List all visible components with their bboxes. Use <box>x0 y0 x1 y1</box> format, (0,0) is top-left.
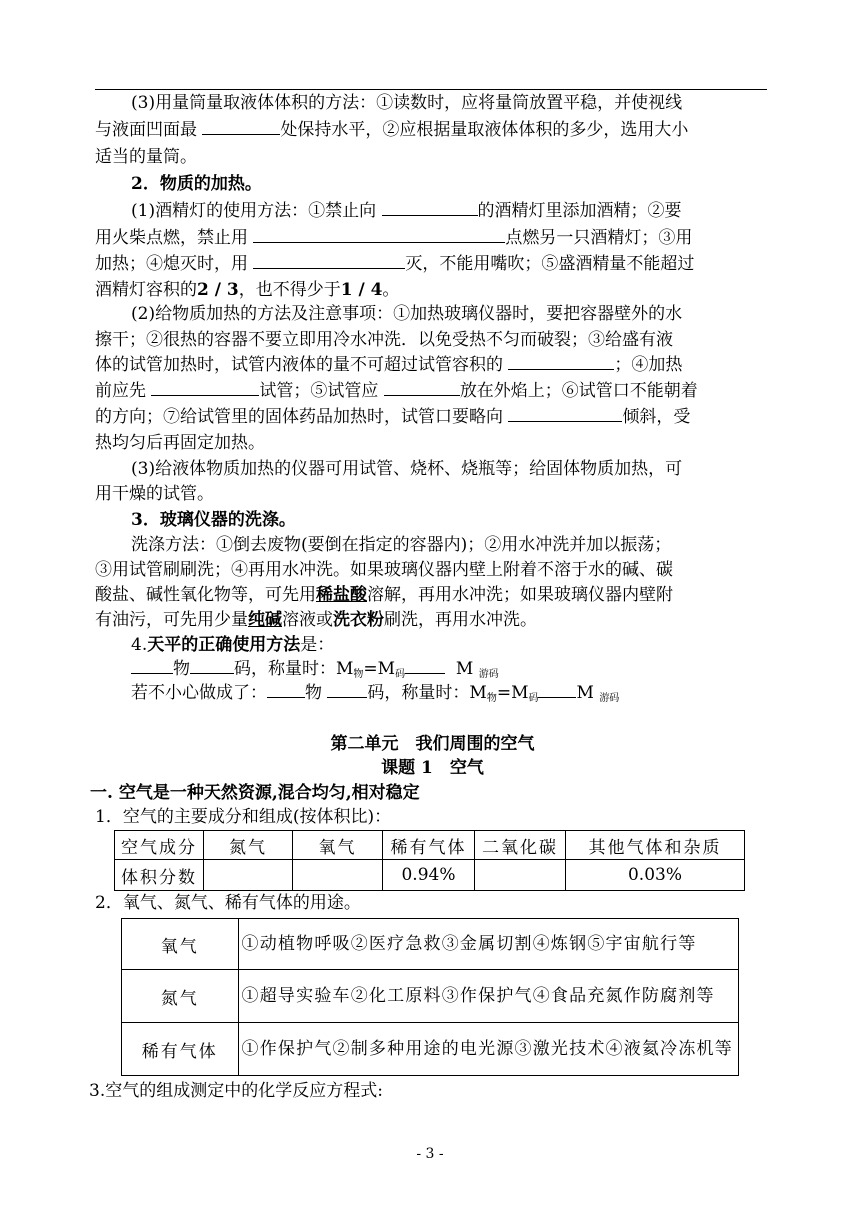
table-row <box>122 919 739 970</box>
answer-blank[interactable] <box>253 225 505 243</box>
table-row <box>122 970 739 1023</box>
table-header-cell: 稀有气体 <box>383 831 475 860</box>
item-1-heading: 1．空气的主要成分和组成(按体积比)： <box>95 807 392 827</box>
answer-blank[interactable] <box>538 680 576 698</box>
unit-title: 第二单元 我们周围的空气 <box>330 734 535 754</box>
lamp-line-1: (1)酒精灯的使用方法：①禁止向 的酒精灯里添加酒精；②要 <box>95 198 770 225</box>
answer-blank[interactable] <box>253 251 405 269</box>
answer-blank[interactable] <box>131 656 173 674</box>
table-cell: 0.03% <box>566 860 745 891</box>
page-number: - 3 - <box>416 1146 444 1162</box>
table-row <box>115 860 745 891</box>
balance-reversed-line: 若不小心做成了： 物 码，称量时：$M_物=M_码$ M $_{游码}$ <box>95 680 770 713</box>
cylinder-line-3: 适当的量筒。 <box>95 147 197 167</box>
wash-line-3: 酸盐、碱性氧化物等，可先用稀盐酸溶解，再用水冲洗；如果玻璃仪器内壁附 <box>95 585 673 605</box>
air-composition-table <box>114 830 745 891</box>
table-header-cell: 空气成分 <box>115 831 204 860</box>
answer-blank[interactable] <box>508 404 622 422</box>
section-heading: 一. 空气是一种天然资源,混合均匀,相对稳定 <box>90 783 420 803</box>
table-header-cell: 其他气体和杂质 <box>566 831 745 860</box>
table-header-cell: 二氧化碳 <box>475 831 566 860</box>
heading-washing: 3．玻璃仪器的洗涤。 <box>131 510 296 530</box>
gas-use-cell: ①作保护气②制多种用途的电光源③激光技术④液氦冷冻机等 <box>238 1023 738 1076</box>
cylinder-line-2: 与液面凹面最 处保持水平，②应根据量取液体体积的多少，选用大小 <box>95 117 770 144</box>
answer-blank[interactable] <box>508 352 614 370</box>
answer-blank[interactable] <box>384 378 460 396</box>
liquid-line-2: 用干燥的试管。 <box>95 484 214 504</box>
table-cell: 0.94% <box>383 860 475 891</box>
heat-line-1: (2)给物质加热的方法及注意事项：①加热玻璃仪器时，要把容器壁外的水 <box>131 304 683 324</box>
table-cell <box>293 860 383 891</box>
gas-use-cell: ①动植物呼吸②医疗急救③金属切割④炼钢⑤宇宙航行等 <box>238 919 738 970</box>
heading-heating: 2．物质的加热。 <box>131 174 262 194</box>
liquid-line-1: (3)给液体物质加热的仪器可用试管、烧杯、烧瓶等；给固体物质加热，可 <box>131 459 683 479</box>
answer-blank[interactable] <box>382 198 478 216</box>
gas-name-cell: 稀有气体 <box>122 1023 239 1076</box>
answer-blank[interactable] <box>151 378 259 396</box>
lamp-line-2: 用火柴点燃，禁止用 点燃另一只酒精灯；③用 <box>95 225 770 252</box>
table-cell <box>204 860 293 891</box>
heat-line-4: 前应先 试管；⑤试管应 放在外焰上；⑥试管口不能朝着 <box>95 378 770 405</box>
answer-blank[interactable] <box>267 680 305 698</box>
table-header-cell: 氧气 <box>293 831 383 860</box>
lesson-title: 课题 1 空气 <box>381 758 484 778</box>
cylinder-paragraph: (3)用量筒量取液体体积的方法：①读数时，应将量筒放置平稳，并使视线 <box>131 93 683 113</box>
table-row <box>122 1023 739 1076</box>
answer-blank[interactable] <box>202 117 280 135</box>
lamp-line-3: 加热；④熄灭时，用 灭，不能用嘴吹；⑤盛酒精量不能超过 <box>95 251 770 278</box>
table-header-cell: 氮气 <box>204 831 293 860</box>
answer-blank[interactable] <box>327 680 367 698</box>
row-label-cell: 体积分数 <box>115 860 204 891</box>
gas-uses-table <box>121 918 739 1076</box>
answer-blank[interactable] <box>405 656 445 674</box>
gas-name-cell: 氧气 <box>122 919 239 970</box>
heat-line-6: 热均匀后再固定加热。 <box>95 433 265 453</box>
heat-line-2: 擦干；②很热的容器不要立即用冷水冲洗．以免受热不匀而破裂；③给盛有液 <box>95 330 673 350</box>
heat-line-5: 的方向；⑦给试管里的固体药品加热时，试管口要略向 倾斜，受 <box>95 404 770 431</box>
item-2-heading: 2．氧气、氮气、稀有气体的用途。 <box>95 893 361 913</box>
balance-correct-line: 物 码，称量时：$M_物=M_码$ M $_{游码}$ <box>95 656 770 689</box>
answer-blank[interactable] <box>190 656 234 674</box>
wash-line-1: 洗涤方法：①倒去废物(要倒在指定的容器内)；②用水冲洗并加以振荡； <box>131 535 672 555</box>
table-header-row <box>115 831 745 860</box>
gas-name-cell: 氮气 <box>122 970 239 1023</box>
wash-line-4: 有油污，可先用少量纯碱溶液或洗衣粉刷洗，再用水冲洗。 <box>95 610 537 630</box>
balance-heading: 4.天平的正确使用方法是： <box>131 635 335 655</box>
wash-line-2: ③用试管刷刷洗；④再用水冲洗。如果玻璃仪器内壁上附着不溶于水的碱、碳 <box>95 560 673 580</box>
item-3-heading: 3.空气的组成测定中的化学反应方程式: <box>89 1081 383 1101</box>
gas-use-cell: ①超导实验车②化工原料③作保护气④食品充氮作防腐剂等 <box>238 970 738 1023</box>
lamp-line-4: 酒精灯容积的2 / 3，也不得少于1 / 4。 <box>95 280 400 300</box>
heat-line-3: 体的试管加热时，试管内液体的量不可超过试管容积的 ；④加热 <box>95 352 770 379</box>
table-cell <box>475 860 566 891</box>
